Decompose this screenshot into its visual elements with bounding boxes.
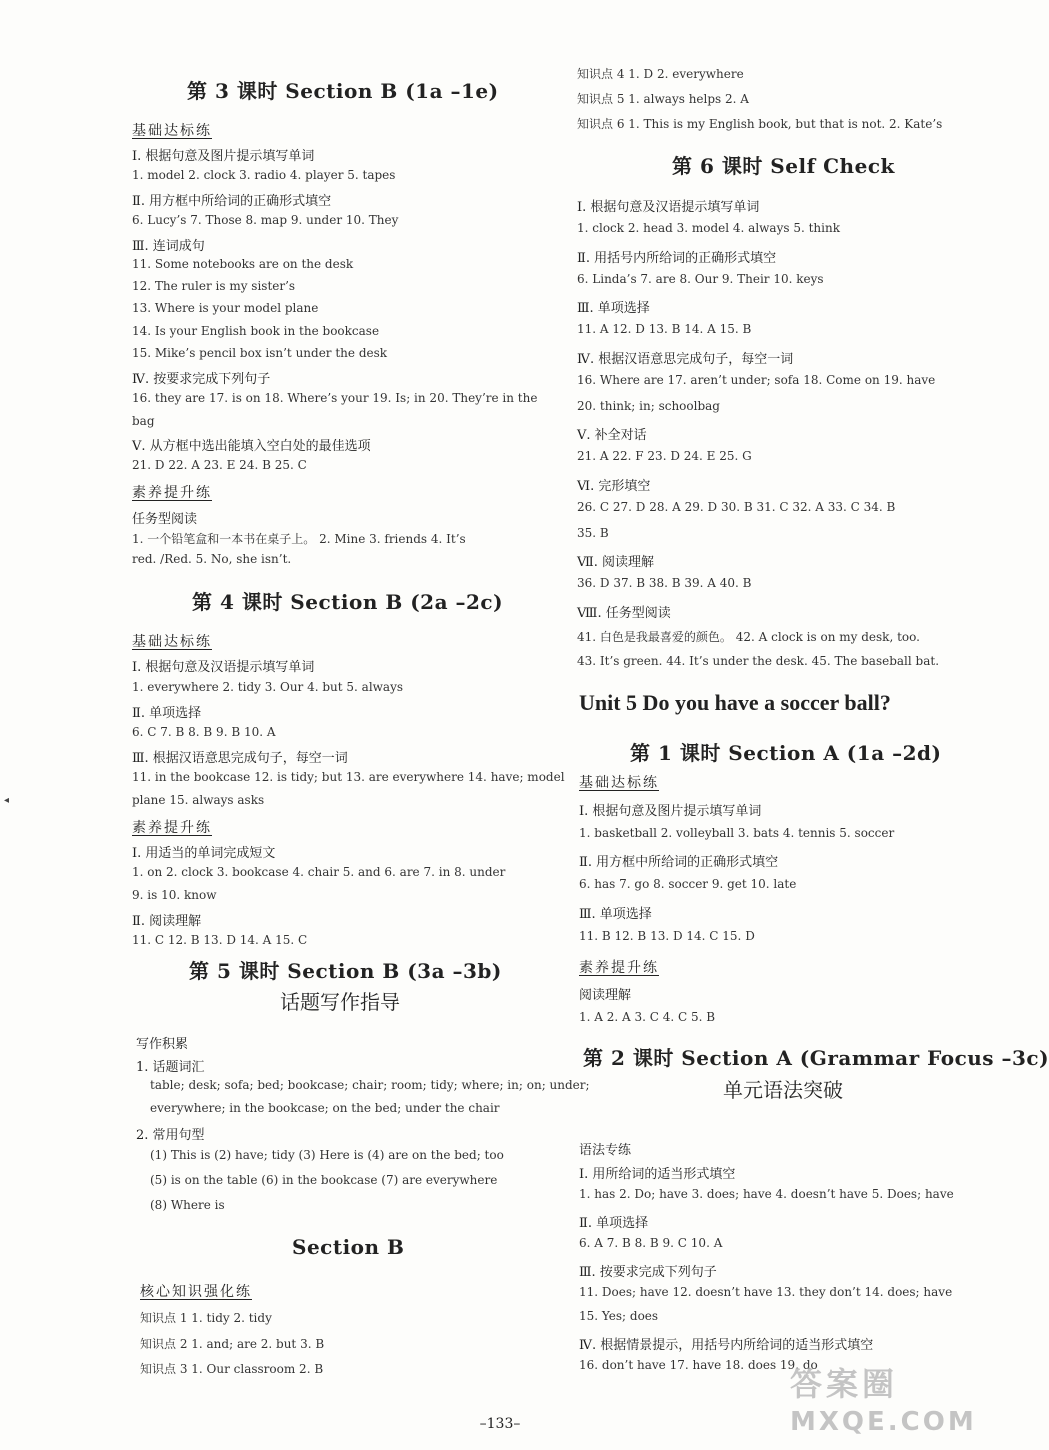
- question-heading: Ⅰ. 根据句意及汉语提示填写单词: [577, 200, 760, 215]
- lesson-heading: 第 4 课时 Section B (2a –2c): [192, 590, 504, 614]
- answer-line: 11. in the bookcase 12. is tidy; but 13. are everywhere 14. have; model: [132, 770, 565, 784]
- page-number: –133–: [479, 1416, 521, 1432]
- answer-line: 知识点 6 1. This is my English book, but that is not. 2. Kate’s: [577, 117, 943, 131]
- answer-line: (8) Where is: [150, 1198, 225, 1212]
- question-heading: Ⅳ. 按要求完成下列句子: [132, 372, 271, 387]
- answer-line: 41. 白色是我最喜爱的颜色。 42. A clock is on my desk, too.: [577, 630, 920, 644]
- question-heading: Ⅵ. 完形填空: [577, 479, 651, 494]
- question-heading: Ⅲ. 按要求完成下列句子: [579, 1265, 717, 1280]
- answer-line: 16. they are 17. is on 18. Where’s your 19. Is; in 20. They’re in the: [132, 391, 538, 405]
- answer-line: 1. basketball 2. volleyball 3. bats 4. tennis 5. soccer: [579, 826, 895, 840]
- question-heading: Ⅱ. 单项选择: [579, 1216, 649, 1231]
- question-heading: Ⅰ. 根据句意及图片提示填写单词: [132, 149, 315, 164]
- answer-line: red. /Red. 5. No, she isn’t.: [132, 552, 292, 566]
- question-heading: Ⅳ. 根据汉语意思完成句子，每空一词: [577, 352, 794, 367]
- answer-line: 1. everywhere 2. tidy 3. Our 4. but 5. always: [132, 680, 404, 694]
- answer-line: 15. Yes; does: [579, 1309, 659, 1323]
- watermark-text-url: MXQE.COM: [790, 1407, 977, 1437]
- lesson-heading: 第 5 课时 Section B (3a –3b): [189, 959, 502, 983]
- watermark-text-cn: 答案圈: [790, 1365, 899, 1403]
- question-heading: Ⅴ. 从方框中选出能填入空白处的最佳选项: [132, 439, 371, 454]
- answer-line: 36. D 37. B 38. B 39. A 40. B: [577, 576, 752, 590]
- answer-line: 20. think; in; schoolbag: [577, 399, 720, 413]
- scan-mark-glyph: ◂: [4, 795, 10, 806]
- question-heading: Ⅱ. 单项选择: [132, 706, 202, 721]
- answer-line: 9. is 10. know: [132, 888, 217, 902]
- question-heading: Ⅱ. 用括号内所给词的正确形式填空: [577, 251, 777, 266]
- subheading: 话题写作指导: [280, 990, 400, 1014]
- answer-line: 16. don’t have 17. have 18. does 19. do: [579, 1358, 818, 1372]
- answer-line: 知识点 5 1. always helps 2. A: [577, 92, 749, 106]
- answer-line: 1. clock 2. head 3. model 4. always 5. think: [577, 221, 840, 235]
- answer-line: 1. A 2. A 3. C 4. C 5. B: [579, 1010, 716, 1024]
- section-badge: 素养提升练: [132, 485, 212, 501]
- section-badge: 基础达标练: [132, 123, 212, 139]
- answer-line: 26. C 27. D 28. A 29. D 30. B 31. C 32. A 33. C 34. B: [577, 500, 896, 514]
- question-heading: 任务型阅读: [132, 512, 198, 527]
- answer-line: 16. Where are 17. aren’t under; sofa 18. Come on 19. have: [577, 373, 936, 387]
- answer-line: (1) This is (2) have; tidy (3) Here is (4) are on the bed; too: [150, 1148, 504, 1162]
- answer-line: 11. Some notebooks are on the desk: [132, 257, 354, 271]
- question-heading: Ⅳ. 根据情景提示，用括号内所给词的适当形式填空: [579, 1338, 874, 1353]
- section-badge: 基础达标练: [579, 775, 659, 791]
- answer-line: 知识点 3 1. Our classroom 2. B: [140, 1362, 324, 1376]
- section-badge: 素养提升练: [579, 960, 659, 976]
- question-heading: Ⅰ. 用所给词的适当形式填空: [579, 1167, 736, 1182]
- question-heading: Ⅰ. 根据句意及图片提示填写单词: [579, 804, 762, 819]
- unit-heading: Unit 5 Do you have a soccer ball?: [579, 690, 891, 715]
- answer-line: (5) is on the table (6) in the bookcase (7) are everywhere: [150, 1173, 498, 1187]
- question-heading: 2. 常用句型: [136, 1128, 205, 1143]
- answer-line: 43. It’s green. 44. It’s under the desk. 45. The baseball bat.: [577, 654, 940, 668]
- answer-line: 6. has 7. go 8. soccer 9. get 10. late: [579, 877, 797, 891]
- answer-line: 21. A 22. F 23. D 24. E 25. G: [577, 449, 752, 463]
- subheading: 单元语法突破: [723, 1078, 843, 1102]
- question-heading: 阅读理解: [579, 988, 632, 1003]
- answer-line: 11. Does; have 12. doesn’t have 13. they don’t 14. does; have: [579, 1285, 953, 1299]
- answer-line: 6. C 7. B 8. B 9. B 10. A: [132, 725, 276, 739]
- question-heading: Ⅴ. 补全对话: [577, 428, 647, 443]
- lesson-heading: 第 6 课时 Self Check: [672, 154, 895, 178]
- answer-line: 知识点 4 1. D 2. everywhere: [577, 67, 744, 81]
- answer-line: 35. B: [577, 526, 609, 540]
- question-heading: Ⅲ. 连词成句: [132, 239, 205, 254]
- question-heading: Ⅶ. 阅读理解: [577, 555, 655, 570]
- lesson-heading: 第 3 课时 Section B (1a –1e): [187, 79, 499, 103]
- question-heading: Ⅰ. 根据句意及汉语提示填写单词: [132, 660, 315, 675]
- answer-line: bag: [132, 414, 155, 428]
- question-heading: Ⅱ. 阅读理解: [132, 914, 202, 929]
- question-heading: Ⅲ. 单项选择: [577, 301, 650, 316]
- watermark-logo: [790, 1362, 995, 1450]
- lesson-heading: 第 2 课时 Section A (Grammar Focus –3c): [583, 1046, 1049, 1070]
- section-badge: 核心知识强化练: [140, 1284, 252, 1300]
- question-heading: Ⅱ. 用方框中所给词的正确形式填空: [132, 194, 332, 209]
- lesson-heading: Section B: [292, 1235, 405, 1259]
- answer-line: 11. A 12. D 13. B 14. A 15. B: [577, 322, 752, 336]
- answer-line: table; desk; sofa; bed; bookcase; chair; room; tidy; where; in; on; under;: [150, 1078, 590, 1092]
- answer-line: everywhere; in the bookcase; on the bed; under the chair: [150, 1101, 500, 1115]
- lesson-heading: 第 1 课时 Section A (1a –2d): [630, 741, 942, 765]
- question-heading: Ⅱ. 用方框中所给词的正确形式填空: [579, 855, 779, 870]
- answer-line: 15. Mike’s pencil box isn’t under the desk: [132, 346, 388, 360]
- question-heading: Ⅷ. 任务型阅读: [577, 606, 671, 621]
- question-heading: Ⅲ. 单项选择: [579, 907, 652, 922]
- answer-line: plane 15. always asks: [132, 793, 265, 807]
- answer-line: 6. Linda’s 7. are 8. Our 9. Their 10. keys: [577, 272, 824, 286]
- answer-line: 13. Where is your model plane: [132, 301, 319, 315]
- answer-line: 知识点 1 1. tidy 2. tidy: [140, 1311, 272, 1325]
- answer-line: 1. has 2. Do; have 3. does; have 4. doesn’t have 5. Does; have: [579, 1187, 954, 1201]
- question-heading: Ⅲ. 根据汉语意思完成句子，每空一词: [132, 751, 348, 766]
- answer-line: 11. B 12. B 13. D 14. C 15. D: [579, 929, 755, 943]
- answer-line: 6. Lucy’s 7. Those 8. map 9. under 10. They: [132, 213, 399, 227]
- question-heading: 1. 话题词汇: [136, 1060, 205, 1075]
- answer-line: 21. D 22. A 23. E 24. B 25. C: [132, 458, 307, 472]
- answer-line: 14. Is your English book in the bookcase: [132, 324, 380, 338]
- section-badge: 素养提升练: [132, 820, 212, 836]
- answer-line: 1. on 2. clock 3. bookcase 4. chair 5. and 6. are 7. in 8. under: [132, 865, 506, 879]
- answer-line: 1. 一个铅笔盒和一本书在桌子上。 2. Mine 3. friends 4. It’s: [132, 532, 466, 546]
- answer-line: 1. model 2. clock 3. radio 4. player 5. tapes: [132, 168, 396, 182]
- answer-line: 6. A 7. B 8. B 9. C 10. A: [579, 1236, 723, 1250]
- answer-line: 知识点 2 1. and; are 2. but 3. B: [140, 1337, 325, 1351]
- question-heading: Ⅰ. 用适当的单词完成短文: [132, 846, 276, 861]
- answer-line: 11. C 12. B 13. D 14. A 15. C: [132, 933, 308, 947]
- question-heading: 语法专练: [579, 1143, 632, 1158]
- answer-line: 12. The ruler is my sister’s: [132, 279, 296, 293]
- question-heading: 写作积累: [136, 1037, 189, 1052]
- section-badge: 基础达标练: [132, 634, 212, 650]
